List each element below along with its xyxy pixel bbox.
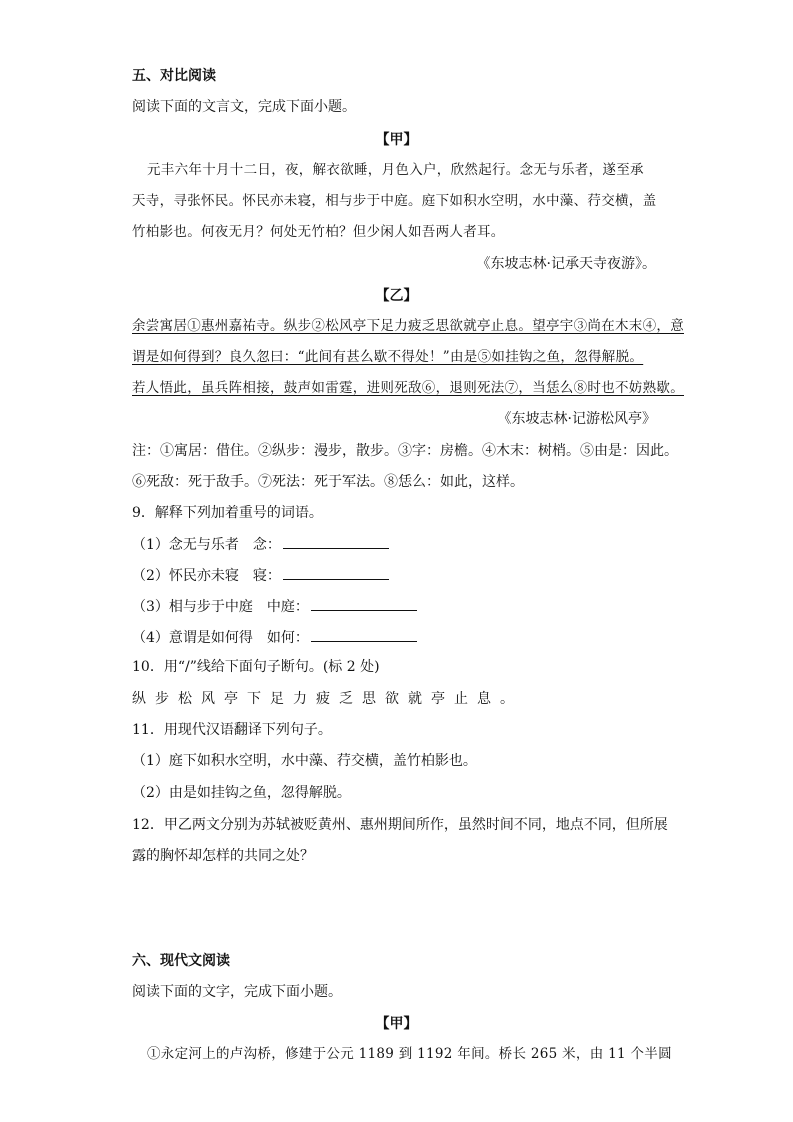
question-9-item-text: （1）念无与乐者 念： — [132, 537, 281, 553]
passage-yi-line — [132, 316, 684, 336]
passage-jia-line: 竹柏影也。何夜无月？何处无竹柏？但少闲人如吾两人者耳。 — [132, 224, 505, 240]
question-9-item-text: （3）相与步于中庭 中庭： — [132, 599, 309, 615]
question-9-item — [132, 626, 417, 648]
notes-line: 注：①寓居：借住。②纵步：漫步，散步。③字：房檐。④木末：树梢。⑤由是：因此。 — [132, 443, 678, 459]
section-6-instruction: 阅读下面的文字，完成下面小题。 — [132, 984, 342, 1000]
question-10-prompt: 10．用“/”线给下面句子断句。(标 2 处) — [132, 659, 380, 675]
question-9-prompt: 9．解释下列加着重号的词语。 — [132, 505, 323, 521]
answer-blank[interactable] — [283, 533, 389, 549]
passage-jia-line: 天寺，寻张怀民。怀民亦未寝，相与步于中庭。庭下如积水空明，水中藻、荇交横，盖 — [132, 193, 657, 209]
question-9-item — [132, 595, 417, 617]
question-9-item — [132, 533, 389, 555]
question-11-item: （1）庭下如积水空明，水中藻、荇交横，盖竹柏影也。 — [132, 753, 477, 769]
section-6-first-line: ①永定河上的卢沟桥，修建于公元 1189 到 1192 年间。桥长 265 米，由 11 个半圆 — [147, 1046, 672, 1062]
passage-jia-line: 元丰六年十月十二日，夜，解衣欲睡，月色入户，欣然起行。念无与乐者，遂至承 — [147, 162, 644, 178]
passage-jia-label: 【甲】 — [375, 132, 418, 148]
question-9-item — [132, 564, 389, 586]
answer-blank[interactable] — [311, 595, 417, 611]
notes-line: ⑥死敌：死于敌手。⑦死法：死于军法。⑧恁么：如此，这样。 — [132, 474, 524, 490]
passage-jia-source: 《东坡志林·记承天寺夜游》。 — [476, 256, 656, 272]
passage-yi-text: 谓是如何得到？良久忽曰：“此间有甚么歇不得处！”由是⑤如挂钩之鱼，忽得解脱。 — [132, 349, 644, 365]
question-11-prompt: 11．用现代汉语翻译下列句子。 — [132, 722, 332, 738]
passage-yi-text: 余尝寓居①惠州嘉祐寺。纵步②松风亭下足力疲乏思欲就亭止息。望亭宇③尚在木末④，意 — [132, 318, 684, 334]
answer-blank[interactable] — [283, 564, 389, 580]
question-12-line: 露的胸怀却怎样的共同之处？ — [132, 848, 314, 864]
question-9-item-text: （4）意谓是如何得 如何： — [132, 630, 309, 646]
section-5-title: 五、对比阅读 — [132, 68, 216, 84]
answer-blank[interactable] — [311, 626, 417, 642]
passage-yi-line — [132, 378, 684, 398]
section-5-instruction: 阅读下面的文言文，完成下面小题。 — [132, 99, 356, 115]
section-6-jia-label: 【甲】 — [375, 1016, 418, 1032]
section-6-title: 六、现代文阅读 — [132, 953, 230, 969]
passage-yi-source: 《东坡志林·记游松风亭》 — [497, 411, 656, 427]
passage-yi-label: 【乙】 — [375, 288, 418, 304]
question-10-sentence: 纵步松风亭下足力疲乏思欲就亭止息。 — [132, 691, 523, 707]
question-9-item-text: （2）怀民亦未寝 寝： — [132, 568, 281, 584]
passage-yi-text: 若人悟此，虽兵阵相接，鼓声如雷霆，进则死敌⑥，退则死法⑦，当恁么⑧时也不妨熟歇。 — [132, 380, 684, 396]
question-11-item: （2）由是如挂钩之鱼，忽得解脱。 — [132, 785, 351, 801]
question-12-line: 12．甲乙两文分别为苏轼被贬黄州、惠州期间所作，虽然时间不同，地点不同，但所展 — [132, 817, 668, 833]
passage-yi-line — [132, 347, 643, 367]
